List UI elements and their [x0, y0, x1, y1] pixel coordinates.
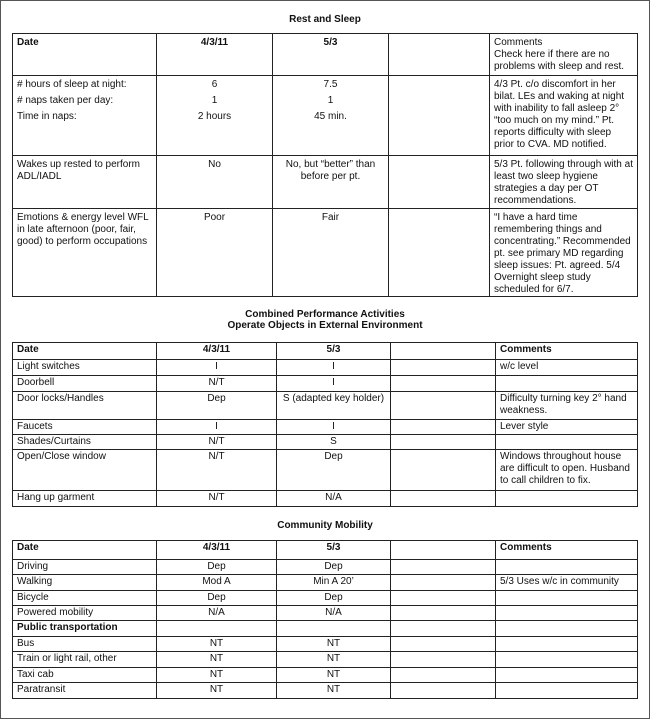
cell-comment: Difficulty turning key 2° hand weakness. — [496, 392, 638, 420]
table-row — [13, 560, 638, 575]
row-label — [13, 76, 157, 156]
cell-value: NT — [157, 683, 277, 699]
date-col-2-header: 5/3 — [273, 34, 389, 76]
row-label: Public transportation — [13, 621, 157, 637]
cell-comment: Lever style — [496, 420, 638, 435]
table-row — [13, 392, 638, 420]
cell-value — [157, 76, 273, 156]
cell-value — [391, 575, 496, 591]
cell-comment: 5/3 Pt. following through with at least two sleep hygiene strategies a day per OT recommendations. — [490, 156, 638, 209]
cell-value-line: 6 — [211, 79, 218, 90]
cell-value — [391, 637, 496, 652]
table-row — [13, 637, 638, 652]
cell-value: Poor — [157, 209, 273, 297]
cell-value — [391, 591, 496, 606]
cell-value — [391, 683, 496, 699]
combined-table — [12, 342, 638, 507]
cell-value-line: 1 — [211, 95, 218, 106]
table-row — [13, 683, 638, 699]
comments-header — [490, 34, 638, 76]
cell-value: NT — [277, 652, 391, 668]
row-label: Shades/Curtains — [13, 435, 157, 450]
cell-comment — [496, 637, 638, 652]
table-row — [13, 360, 638, 376]
cell-value: I — [157, 420, 277, 435]
row-label: Light switches — [13, 360, 157, 376]
row-label: Bicycle — [13, 591, 157, 606]
date-col-2-header: 5/3 — [277, 343, 391, 360]
date-col-1-header: 4/3/11 — [157, 34, 273, 76]
cell-comment — [496, 683, 638, 699]
cell-comment: 5/3 Uses w/c in community — [496, 575, 638, 591]
table-row — [13, 606, 638, 621]
cell-value: I — [277, 420, 391, 435]
community-header-row — [13, 541, 638, 560]
row-label-line: # hours of sleep at night: — [17, 79, 127, 90]
cell-value-line: 2 hours — [197, 111, 232, 122]
cell-value-line: 7.5 — [323, 79, 338, 90]
cell-value — [273, 76, 389, 156]
cell-comment — [496, 491, 638, 507]
cell-value: N/A — [157, 606, 277, 621]
date-col-3-header — [391, 541, 496, 560]
row-label: Hang up garment — [13, 491, 157, 507]
cell-value — [391, 360, 496, 376]
cell-comment — [496, 668, 638, 683]
cell-value: Mod A — [157, 575, 277, 591]
cell-value — [391, 606, 496, 621]
cell-value — [391, 560, 496, 575]
row-label: Emotions & energy level WFL in late afternoon (poor, fair, good) to perform occupations — [13, 209, 157, 297]
cell-value — [157, 621, 277, 637]
table-row — [13, 491, 638, 507]
cell-value: No — [157, 156, 273, 209]
cell-value — [389, 209, 490, 297]
cell-comment: w/c level — [496, 360, 638, 376]
table-row — [13, 435, 638, 450]
table-row — [13, 652, 638, 668]
cell-value: NT — [157, 652, 277, 668]
date-header: Date — [13, 34, 157, 76]
cell-value: Dep — [157, 591, 277, 606]
row-label: Door locks/Handles — [13, 392, 157, 420]
row-label: Train or light rail, other — [13, 652, 157, 668]
date-col-1-header: 4/3/11 — [157, 541, 277, 560]
cell-value: I — [157, 360, 277, 376]
table-row — [13, 76, 638, 156]
cell-comment — [496, 376, 638, 392]
cell-value — [389, 156, 490, 209]
cell-value — [391, 420, 496, 435]
cell-value: N/T — [157, 435, 277, 450]
comments-header: Comments — [496, 541, 638, 560]
rest-sleep-header-row — [13, 34, 638, 76]
cell-value: N/A — [277, 606, 391, 621]
row-label: Wakes up rested to perform ADL/IADL — [13, 156, 157, 209]
cell-value: Dep — [277, 450, 391, 491]
cell-value: NT — [157, 637, 277, 652]
cell-value: Fair — [273, 209, 389, 297]
date-header: Date — [13, 343, 157, 360]
cell-comment — [496, 621, 638, 637]
row-label: Paratransit — [13, 683, 157, 699]
rest-sleep-title: Rest and Sleep — [289, 14, 361, 25]
cell-value: I — [277, 360, 391, 376]
row-label-line: Time in naps: — [17, 111, 77, 122]
cell-value: Dep — [277, 591, 391, 606]
cell-value — [391, 668, 496, 683]
community-title: Community Mobility — [277, 520, 373, 531]
combined-title-line-1: Combined Performance Activities — [245, 309, 405, 320]
cell-comment — [496, 652, 638, 668]
cell-value: Dep — [277, 560, 391, 575]
cell-value: NT — [277, 668, 391, 683]
table-row — [13, 621, 638, 637]
table-row — [13, 450, 638, 491]
cell-value — [277, 621, 391, 637]
cell-comment — [496, 591, 638, 606]
table-row — [13, 591, 638, 606]
row-label: Powered mobility — [13, 606, 157, 621]
cell-value — [391, 652, 496, 668]
cell-value: S (adapted key holder) — [277, 392, 391, 420]
table-row — [13, 575, 638, 591]
cell-value: Dep — [157, 560, 277, 575]
community-table — [12, 540, 638, 699]
cell-comment — [496, 606, 638, 621]
row-label: Open/Close window — [13, 450, 157, 491]
row-label-line: # naps taken per day: — [17, 95, 114, 106]
row-label: Driving — [13, 560, 157, 575]
row-label: Faucets — [13, 420, 157, 435]
cell-comment: Windows throughout house are difficult to open. Husband to call children to fix. — [496, 450, 638, 491]
date-col-2-header: 5/3 — [277, 541, 391, 560]
cell-value — [391, 435, 496, 450]
cell-value: Dep — [157, 392, 277, 420]
table-row — [13, 156, 638, 209]
date-col-1-header: 4/3/11 — [157, 343, 277, 360]
combined-header-row — [13, 343, 638, 360]
row-label: Walking — [13, 575, 157, 591]
row-label: Taxi cab — [13, 668, 157, 683]
cell-value — [391, 450, 496, 491]
cell-comment: 4/3 Pt. c/o discomfort in her bilat. LEs and waking at night with inability to fall asleep 2° “too much on my mind.” Pt. reports difficulty with sleep prior to CVA. MD notified. — [490, 76, 638, 156]
cell-value-line: 45 min. — [314, 111, 347, 122]
cell-comment — [496, 435, 638, 450]
comments-title: Comments — [494, 37, 543, 48]
table-row — [13, 376, 638, 392]
table-row — [13, 420, 638, 435]
comments-header: Comments — [496, 343, 638, 360]
table-row — [13, 668, 638, 683]
cell-value: NT — [277, 637, 391, 652]
date-col-3-header — [391, 343, 496, 360]
rest-sleep-table — [12, 33, 638, 297]
cell-value — [391, 491, 496, 507]
cell-comment: “I have a hard time remembering things and concentrating.” Recommended pt. see primary MD regarding sleep issues: Pt. agreed. 5/4 Overnight sleep study scheduled for 6/7. — [490, 209, 638, 297]
date-header: Date — [13, 541, 157, 560]
cell-value: NT — [277, 683, 391, 699]
cell-value: N/T — [157, 376, 277, 392]
cell-value: Min A 20’ — [277, 575, 391, 591]
cell-value — [391, 392, 496, 420]
cell-comment — [496, 560, 638, 575]
cell-value — [391, 376, 496, 392]
cell-value — [389, 76, 490, 156]
combined-title-line-2: Operate Objects in External Environment — [227, 320, 423, 331]
cell-value: N/T — [157, 491, 277, 507]
cell-value: S — [277, 435, 391, 450]
comments-checkbox-note[interactable]: Check here if there are no problems with sleep and rest. — [494, 49, 625, 72]
date-col-3-header — [389, 34, 490, 76]
cell-value-line: 1 — [327, 95, 334, 106]
cell-value: N/A — [277, 491, 391, 507]
cell-value — [391, 621, 496, 637]
cell-value: No, but “better” than before per pt. — [273, 156, 389, 209]
row-label: Bus — [13, 637, 157, 652]
cell-value: I — [277, 376, 391, 392]
cell-value: N/T — [157, 450, 277, 491]
table-row — [13, 209, 638, 297]
cell-value: NT — [157, 668, 277, 683]
row-label: Doorbell — [13, 376, 157, 392]
